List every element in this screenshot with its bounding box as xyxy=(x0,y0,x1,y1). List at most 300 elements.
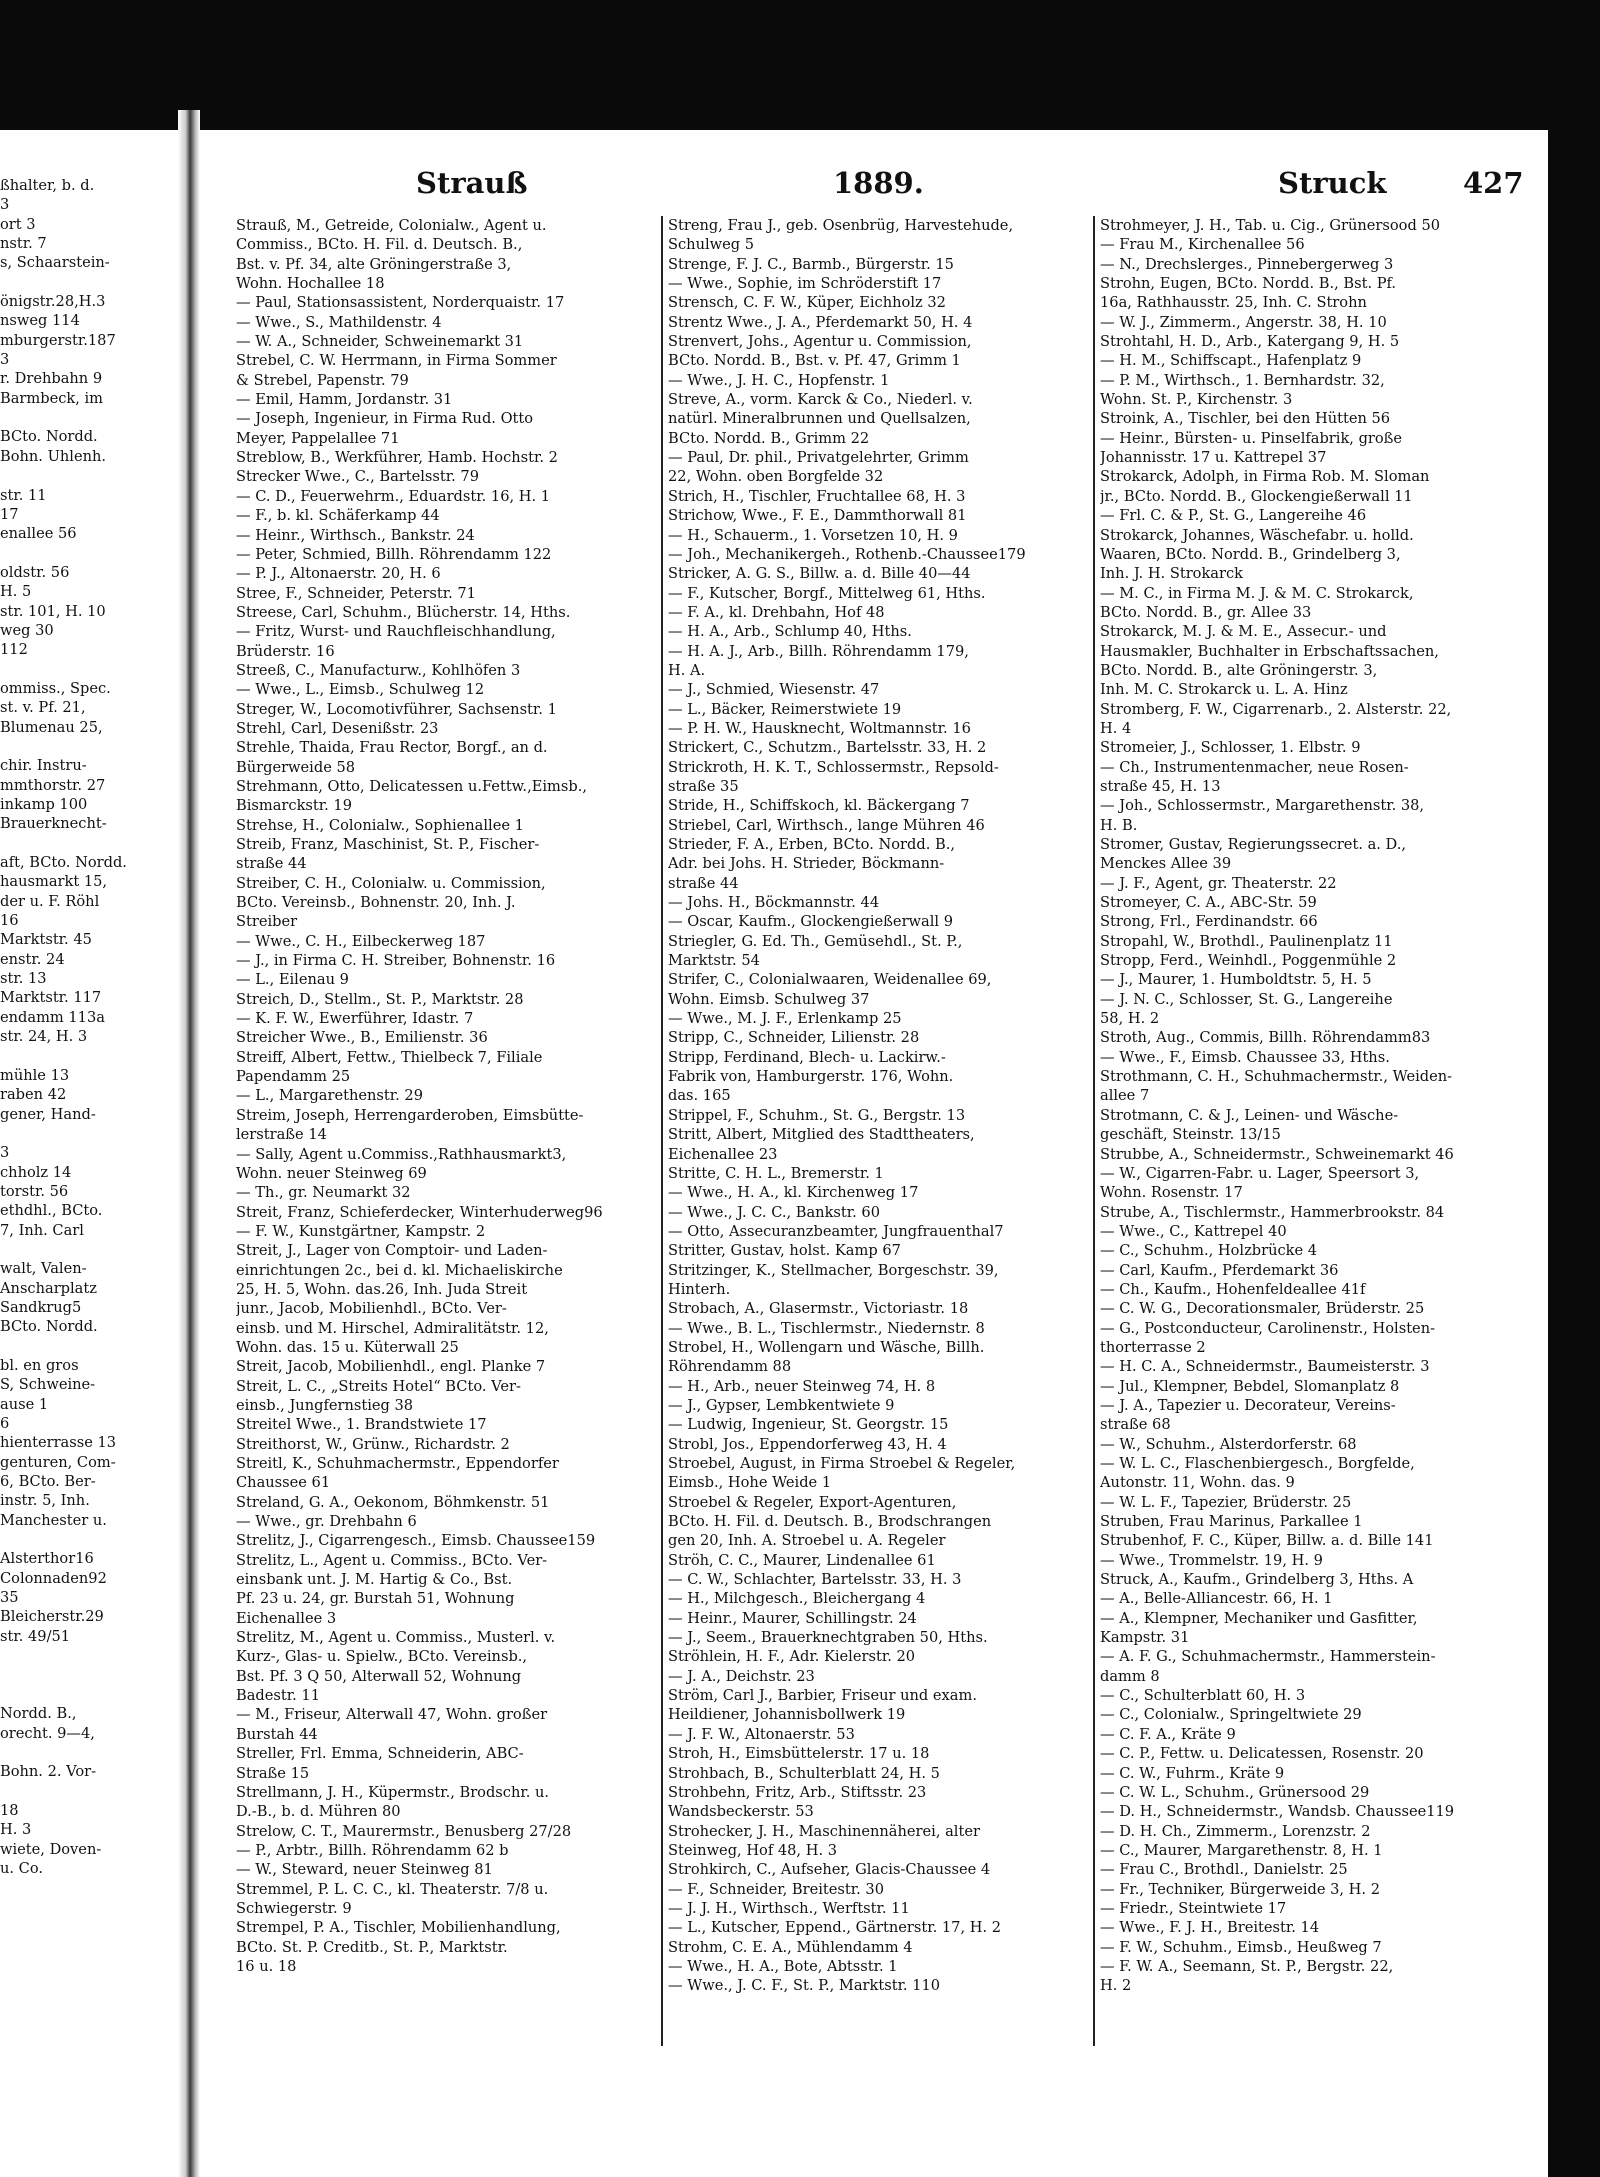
directory-entry-line: Streblow, B., Werkführer, Hamb. Hochstr. 2 xyxy=(236,449,558,467)
directory-entry-line: Strokarck, M. J. & M. E., Assecur.- und xyxy=(1100,623,1387,641)
directory-entry-line: Stropp, Ferd., Weinhdl., Poggenmühle 2 xyxy=(1100,952,1397,970)
directory-entry-line: — Wwe., Sophie, im Schröderstift 17 xyxy=(668,275,942,293)
directory-entry-line: 58, H. 2 xyxy=(1100,1010,1160,1028)
directory-entry-line: Badestr. 11 xyxy=(236,1687,320,1705)
directory-entry-line: Streicher Wwe., B., Emilienstr. 36 xyxy=(236,1029,488,1047)
facing-page-line: ort 3 xyxy=(0,215,36,233)
facing-page-line: Nordd. B., xyxy=(0,1705,77,1723)
directory-entry-line: — Jul., Klempner, Bebdel, Slomanplatz 8 xyxy=(1100,1377,1400,1395)
directory-entry-line: Eichenallee 3 xyxy=(236,1609,337,1627)
directory-entry-line: — Fritz, Wurst- und Rauchfleischhandlung, xyxy=(236,623,556,641)
facing-page-line: Blumenau 25, xyxy=(0,718,103,736)
directory-entry-line: — C., Maurer, Margarethenstr. 8, H. 1 xyxy=(1100,1841,1383,1859)
directory-entry-line: Wohn. Rosenstr. 17 xyxy=(1100,1184,1243,1202)
facing-page-line: Bohn. 2. Vor- xyxy=(0,1763,97,1781)
facing-page-line: Marktstr. 117 xyxy=(0,989,102,1007)
facing-page-line: 18 xyxy=(0,1801,19,1819)
directory-entry-line: — Otto, Assecuranzbeamter, Jungfrauenthal7 xyxy=(668,1222,1004,1240)
directory-entry-line: Streger, W., Locomotivführer, Sachsenstr. 1 xyxy=(236,700,557,718)
directory-entry-line: einsbank unt. J. M. Hartig & Co., Bst. xyxy=(236,1571,513,1589)
directory-entry-line: — J. F., Agent, gr. Theaterstr. 22 xyxy=(1100,874,1337,892)
directory-entry-line: Stride, H., Schiffskoch, kl. Bäckergang 7 xyxy=(668,797,970,815)
directory-entry-line: Eimsb., Hohe Weide 1 xyxy=(668,1474,832,1492)
directory-entry-line: straße 68 xyxy=(1100,1416,1171,1434)
directory-entry-line: Strellmann, J. H., Küpermstr., Brodschr. u. xyxy=(236,1783,550,1801)
directory-entry-line: Strohbehn, Fritz, Arb., Stiftsstr. 23 xyxy=(668,1783,927,1801)
column-rule xyxy=(661,216,663,2046)
directory-entry-line: Streiber xyxy=(236,913,298,931)
facing-page-line: Alsterthor16 xyxy=(0,1550,94,1568)
facing-page-line: str. 101, H. 10 xyxy=(0,602,106,620)
facing-page-line xyxy=(0,660,178,679)
directory-entry-line: — J. A., Tapezier u. Decorateur, Vereins- xyxy=(1100,1396,1396,1414)
column-rule xyxy=(1093,216,1095,2046)
directory-entry-line: — Ch., Instrumentenmacher, neue Rosen- xyxy=(1100,758,1409,776)
directory-entry-line: — C. P., Fettw. u. Delicatessen, Rosenstr. 20 xyxy=(1100,1745,1424,1763)
facing-page-line: önigstr.28,H.3 xyxy=(0,293,106,311)
facing-page-line: Marktstr. 45 xyxy=(0,931,92,949)
directory-entry-line: Pf. 23 u. 24, gr. Burstah 51, Wohnung xyxy=(236,1590,515,1608)
facing-page-line: 35 xyxy=(0,1589,19,1607)
directory-entry-line: — A., Belle-Alliancestr. 66, H. 1 xyxy=(1100,1590,1333,1608)
directory-entry-line: das. 165 xyxy=(668,1087,731,1105)
directory-entry-line: Strickert, C., Schutzm., Bartelsstr. 33, H. 2 xyxy=(668,739,987,757)
directory-entry-line: straße 35 xyxy=(668,777,739,795)
directory-entry-line: — Johs. H., Böckmannstr. 44 xyxy=(668,894,880,912)
directory-entry-line: — Wwe., S., Mathildenstr. 4 xyxy=(236,313,442,331)
directory-entry-line: Stroink, A., Tischler, bei den Hütten 56 xyxy=(1100,410,1391,428)
directory-entry-line: einsb. und M. Hirschel, Admiralitätstr. 12, xyxy=(236,1319,549,1337)
facing-page-line: nsweg 114 xyxy=(0,312,80,330)
column-2 xyxy=(668,216,1088,1996)
directory-entry-line: Struben, Frau Marinus, Parkallee 1 xyxy=(1100,1513,1363,1531)
directory-entry-line: — W., Cigarren-Fabr. u. Lager, Speersort 3, xyxy=(1100,1164,1420,1182)
directory-entry-line: — Ludwig, Ingenieur, St. Georgstr. 15 xyxy=(668,1416,949,1434)
facing-page-line: walt, Valen- xyxy=(0,1260,87,1278)
facing-page-line: mburgerstr.187 xyxy=(0,331,116,349)
directory-entry-line: — Ch., Kaufm., Hohenfeldeallee 41f xyxy=(1100,1280,1366,1298)
directory-entry-line: Strifer, C., Colonialwaaren, Weidenallee 69, xyxy=(668,971,992,989)
facing-page-line xyxy=(0,834,178,853)
facing-page-line: oldstr. 56 xyxy=(0,563,70,581)
directory-entry-line: — C. W. L., Schuhm., Grünersood 29 xyxy=(1100,1783,1370,1801)
directory-entry-line: — L., Margarethenstr. 29 xyxy=(236,1087,423,1105)
scan-top-border xyxy=(0,0,1600,130)
directory-entry-line: Streng, Frau J., geb. Osenbrüg, Harvestehude, xyxy=(668,217,1014,234)
directory-entry-line: Stritt, Albert, Mitglied des Stadttheaters, xyxy=(668,1126,975,1144)
directory-entry-line: Bst. v. Pf. 34, alte Gröningerstraße 3, xyxy=(236,255,512,273)
directory-entry-line: Strecker Wwe., C., Bartelsstr. 79 xyxy=(236,468,479,486)
directory-entry-line: — Wwe., J. C. F., St. P., Marktstr. 110 xyxy=(668,1977,941,1995)
directory-entry-line: Bürgerweide 58 xyxy=(236,758,356,776)
directory-entry-line: & Strebel, Papenstr. 79 xyxy=(236,371,409,389)
directory-entry-line: — Friedr., Steintwiete 17 xyxy=(1100,1899,1287,1917)
directory-entry-line: — Wwe., Trommelstr. 19, H. 9 xyxy=(1100,1551,1323,1569)
directory-entry-line: Strube, A., Tischlermstr., Hammerbrookstr. 84 xyxy=(1100,1203,1445,1221)
header-year: 1889. xyxy=(833,166,924,200)
directory-entry-line: — A. F. G., Schuhmachermstr., Hammerstein- xyxy=(1100,1648,1436,1666)
directory-entry-line: Heildiener, Johannisbollwerk 19 xyxy=(668,1706,906,1724)
facing-page-line: ethdhl., BCto. xyxy=(0,1202,103,1220)
directory-entry-line: straße 45, H. 13 xyxy=(1100,777,1221,795)
facing-page-line xyxy=(0,1240,178,1259)
directory-entry-line: Menckes Allee 39 xyxy=(1100,855,1232,873)
directory-entry-line: — H. C. A., Schneidermstr., Baumeisterstr. 3 xyxy=(1100,1358,1430,1376)
facing-page-line: Bleicherstr.29 xyxy=(0,1608,104,1626)
directory-entry-line: Streiff, Albert, Fettw., Thielbeck 7, Filiale xyxy=(236,1048,543,1066)
directory-entry-line: Strempel, P. A., Tischler, Mobilienhandlung, xyxy=(236,1919,561,1937)
directory-entry-line: — M., Friseur, Alterwall 47, Wohn. großer xyxy=(236,1706,548,1724)
directory-entry-line: — J. A., Deichstr. 23 xyxy=(668,1667,815,1685)
facing-page-line: BCto. Nordd. xyxy=(0,1318,98,1336)
facing-page-line: hausmarkt 15, xyxy=(0,873,108,891)
directory-entry-line: Streeß, C., Manufacturw., Kohlhöfen 3 xyxy=(236,661,521,679)
facing-page-line xyxy=(0,1782,178,1801)
directory-entry-line: H. 2 xyxy=(1100,1977,1132,1995)
directory-entry-line: Bismarckstr. 19 xyxy=(236,797,352,815)
directory-entry-line: — L., Bäcker, Reimerstwiete 19 xyxy=(668,700,902,718)
directory-entry-line: — Wwe., gr. Drehbahn 6 xyxy=(236,1513,417,1531)
directory-entry-line: 16 u. 18 xyxy=(236,1957,297,1975)
directory-entry-line: Striegler, G. Ed. Th., Gemüsehdl., St. P., xyxy=(668,932,963,950)
directory-entry-line: Hausmakler, Buchhalter in Erbschaftssachen, xyxy=(1100,642,1439,660)
directory-entry-line: 25, H. 5, Wohn. das.26, Inh. Juda Streit xyxy=(236,1280,528,1298)
directory-entry-line: BCto. Nordd. B., Grimm 22 xyxy=(668,429,870,447)
facing-page-line: H. 5 xyxy=(0,583,32,601)
facing-page-line: der u. F. Röhl xyxy=(0,892,100,910)
directory-entry-line: Wohn. das. 15 u. Küterwall 25 xyxy=(236,1338,459,1356)
facing-page-line: 3 xyxy=(0,196,10,214)
directory-entry-line: — C. W. G., Decorationsmaler, Brüderstr. 25 xyxy=(1100,1300,1425,1318)
facing-page-line: Barmbeck, im xyxy=(0,389,104,407)
directory-entry-line: H. A. xyxy=(668,661,706,679)
directory-entry-line: — Wwe., J. H. C., Hopfenstr. 1 xyxy=(668,371,890,389)
directory-entry-line: 16a, Rathhausstr. 25, Inh. C. Strohn xyxy=(1100,294,1367,312)
directory-entry-line: Strelitz, M., Agent u. Commiss., Musterl. v. xyxy=(236,1629,556,1647)
facing-page-text xyxy=(0,130,178,1878)
directory-entry-line: Stroebel, August, in Firma Stroebel & Regeler, xyxy=(668,1455,1016,1472)
facing-page-line: ßhalter, b. d. xyxy=(0,177,95,194)
directory-entry-line: — C., Schuhm., Holzbrücke 4 xyxy=(1100,1242,1318,1260)
directory-entry-line: einsb., Jungfernstieg 38 xyxy=(236,1396,414,1414)
directory-entry-line: — Wwe., C., Kattrepel 40 xyxy=(1100,1222,1287,1240)
directory-entry-line: Streland, G. A., Oekonom, Böhmkenstr. 51 xyxy=(236,1493,550,1511)
facing-page-line xyxy=(0,1337,178,1356)
directory-entry-line: — L., Kutscher, Eppend., Gärtnerstr. 17, H. 2 xyxy=(668,1919,1002,1937)
directory-entry-line: Adr. bei Johs. H. Strieder, Böckmann- xyxy=(668,855,945,873)
directory-entry-line: Strohn, Eugen, BCto. Nordd. B., Bst. Pf. xyxy=(1100,275,1397,293)
directory-entry-line: Inh. M. C. Strokarck u. L. A. Hinz xyxy=(1100,681,1348,699)
facing-page-line: hienterrasse 13 xyxy=(0,1434,117,1452)
facing-page-line: enstr. 24 xyxy=(0,950,65,968)
directory-entry-line: — P. H. W., Hausknecht, Woltmannstr. 16 xyxy=(668,719,971,737)
directory-entry-line: — C. W., Schlachter, Bartelsstr. 33, H. 3 xyxy=(668,1571,962,1589)
scan-right-border xyxy=(1548,0,1600,2177)
directory-entry-line: — Peter, Schmied, Billh. Röhrendamm 122 xyxy=(236,545,552,563)
directory-entry-line: Schwiegerstr. 9 xyxy=(236,1899,352,1917)
directory-entry-line: Waaren, BCto. Nordd. B., Grindelberg 3, xyxy=(1100,545,1401,563)
directory-entry-line: natürl. Mineralbrunnen und Quellsalzen, xyxy=(668,410,971,428)
facing-page-line xyxy=(0,1685,178,1704)
directory-entry-line: Strehl, Carl, Desenißstr. 23 xyxy=(236,719,439,737)
page-number: 427 xyxy=(1463,166,1524,200)
directory-entry-line: — Paul, Dr. phil., Privatgelehrter, Grimm xyxy=(668,449,969,467)
directory-entry-line: Röhrendamm 88 xyxy=(668,1358,792,1376)
directory-entry-line: Straße 15 xyxy=(236,1764,310,1782)
directory-entry-line: Streit, Jacob, Mobilienhdl., engl. Planke 7 xyxy=(236,1358,546,1376)
directory-entry-line: Streve, A., vorm. Karck & Co., Niederl. v. xyxy=(668,391,973,409)
directory-entry-line: Striebel, Carl, Wirthsch., lange Mühren 46 xyxy=(668,816,985,834)
facing-page-line: str. 11 xyxy=(0,486,47,504)
directory-entry-line: Streller, Frl. Emma, Schneiderin, ABC- xyxy=(236,1745,524,1763)
facing-page-line: r. Drehbahn 9 xyxy=(0,370,103,388)
directory-entry-line: Stromeier, J., Schlosser, 1. Elbstr. 9 xyxy=(1100,739,1361,757)
facing-page-line: str. 13 xyxy=(0,970,47,988)
facing-page-line: 3 xyxy=(0,351,10,369)
facing-page-line: Anscharplatz xyxy=(0,1279,97,1297)
facing-page-line: aft, BCto. Nordd. xyxy=(0,854,127,872)
facing-page-line: 6 xyxy=(0,1415,10,1432)
facing-page-line xyxy=(0,466,178,485)
directory-entry-line: Strohtahl, H. D., Arb., Katergang 9, H. 5 xyxy=(1100,333,1400,351)
facing-page-line: 6, BCto. Ber- xyxy=(0,1473,96,1491)
directory-entry-line: — W. J., Zimmerm., Angerstr. 38, H. 10 xyxy=(1100,313,1387,331)
facing-page-line: wiete, Doven- xyxy=(0,1840,102,1858)
directory-entry-line: Strelow, C. T., Maurermstr., Benusberg 27/28 xyxy=(236,1822,572,1840)
directory-entry-line: damm 8 xyxy=(1100,1667,1160,1685)
directory-entry-line: Steinweg, Hof 48, H. 3 xyxy=(668,1841,838,1859)
directory-entry-line: — F. A., kl. Drehbahn, Hof 48 xyxy=(668,603,885,621)
facing-page-line: Manchester u. xyxy=(0,1511,107,1529)
directory-entry-line: — L., Eilenau 9 xyxy=(236,971,349,989)
directory-entry-line: — Fr., Techniker, Bürgerweide 3, H. 2 xyxy=(1100,1880,1380,1898)
facing-page-line: 112 xyxy=(0,641,28,659)
directory-entry-line: Strehmann, Otto, Delicatessen u.Fettw.,Eimsb., xyxy=(236,777,587,795)
directory-entry-line: Strelitz, J., Cigarrengesch., Eimsb. Chaussee159 xyxy=(236,1532,596,1550)
directory-entry-line: Streitel Wwe., 1. Brandstwiete 17 xyxy=(236,1416,487,1434)
directory-entry-line: D.-B., b. d. Mühren 80 xyxy=(236,1803,401,1821)
facing-page-line: u. Co. xyxy=(0,1859,44,1877)
directory-entry-line: Streib, Franz, Maschinist, St. P., Fischer- xyxy=(236,836,540,853)
facing-page-line xyxy=(0,1646,178,1665)
directory-entry-line: lerstraße 14 xyxy=(236,1126,327,1144)
directory-entry-line: Stromeyer, C. A., ABC-Str. 59 xyxy=(1100,894,1317,912)
facing-page-line: ommiss., Spec. xyxy=(0,679,111,697)
directory-entry-line: — C. D., Feuerwehrm., Eduardstr. 16, H. 1 xyxy=(236,487,551,505)
directory-entry-line: Strohecker, J. H., Maschinennäherei, alter xyxy=(668,1822,980,1840)
directory-entry-line: einrichtungen 2c., bei d. kl. Michaeliskirche xyxy=(236,1261,563,1279)
header-first-entry: Strauß xyxy=(416,166,528,200)
directory-entry-line: — Wwe., H. A., Bote, Abtsstr. 1 xyxy=(668,1957,898,1975)
directory-entry-line: Stremmel, P. L. C. C., kl. Theaterstr. 7/8 u. xyxy=(236,1880,549,1898)
directory-entry-line: — J., in Firma C. H. Streiber, Bohnenstr. 16 xyxy=(236,952,556,970)
directory-entry-line: Stripp, C., Schneider, Lilienstr. 28 xyxy=(668,1029,920,1047)
facing-page-line: chir. Instru- xyxy=(0,757,87,775)
directory-entry-line: Strobel, H., Wollengarn und Wäsche, Billh. xyxy=(668,1338,985,1356)
directory-entry-line: Streese, Carl, Schuhm., Blücherstr. 14, Hths. xyxy=(236,603,571,621)
facing-page-line: inkamp 100 xyxy=(0,796,88,813)
directory-entry-line: jr., BCto. Nordd. B., Glockengießerwall 11 xyxy=(1100,487,1413,505)
facing-page-line: str. 24, H. 3 xyxy=(0,1028,88,1046)
directory-entry-line: 22, Wohn. oben Borgfelde 32 xyxy=(668,468,884,486)
directory-entry-line: Inh. J. H. Strokarck xyxy=(1100,565,1244,583)
facing-page-line xyxy=(0,544,178,563)
directory-entry-line: BCto. Nordd. B., alte Gröningerstr. 3, xyxy=(1100,661,1378,679)
directory-entry-line: Streich, D., Stellm., St. P., Marktstr. 28 xyxy=(236,990,524,1008)
directory-entry-line: Strensch, C. F. W., Küper, Eichholz 32 xyxy=(668,294,946,312)
directory-entry-line: — Th., gr. Neumarkt 32 xyxy=(236,1184,411,1202)
directory-entry-line: Burstah 44 xyxy=(236,1725,318,1743)
directory-entry-line: Strichow, Wwe., F. E., Dammthorwall 81 xyxy=(668,507,967,525)
directory-entry-line: — Paul, Stationsassistent, Norderquaistr. 17 xyxy=(236,294,565,312)
facing-page-line: raben 42 xyxy=(0,1086,67,1104)
directory-entry-line: Streitl, K., Schuhmachermstr., Eppendorfer xyxy=(236,1455,559,1472)
header-last-entry: Struck xyxy=(1278,166,1387,200)
directory-entry-line: — J., Seem., Brauerknechtgraben 50, Hths. xyxy=(668,1629,988,1647)
directory-entry-line: Streiber, C. H., Colonialw. u. Commission, xyxy=(236,874,546,892)
directory-entry-line: Wohn. Hochallee 18 xyxy=(236,275,385,293)
facing-page-line xyxy=(0,737,178,756)
facing-page-line: H. 3 xyxy=(0,1821,32,1839)
directory-entry-line: — Heinr., Maurer, Schillingstr. 24 xyxy=(668,1609,917,1627)
directory-entry-line: — P. M., Wirthsch., 1. Bernhardstr. 32, xyxy=(1100,371,1385,389)
directory-entry-line: Strothmann, C. H., Schuhmachermstr., Weiden- xyxy=(1100,1068,1453,1086)
facing-page-line xyxy=(0,408,178,427)
directory-entry-line: — Joh., Mechanikergeh., Rothenb.-Chaussee179 xyxy=(668,545,1026,563)
facing-page-line: mmthorstr. 27 xyxy=(0,776,106,794)
directory-entry-line: — K. F. W., Ewerführer, Idastr. 7 xyxy=(236,1010,474,1028)
directory-entry-line: — Emil, Hamm, Jordanstr. 31 xyxy=(236,391,453,409)
facing-page-line: chholz 14 xyxy=(0,1163,72,1181)
directory-entry-line: BCto. Vereinsb., Bohnenstr. 20, Inh. J. xyxy=(236,894,516,912)
directory-entry-line: Marktstr. 54 xyxy=(668,952,760,970)
directory-entry-line: — Wwe., L., Eimsb., Schulweg 12 xyxy=(236,681,485,699)
facing-page-line: orecht. 9—4, xyxy=(0,1724,95,1742)
directory-entry-line: Strippel, F., Schuhm., St. G., Bergstr. 13 xyxy=(668,1106,966,1124)
directory-entry-line: Bst. Pf. 3 Q 50, Alterwall 52, Wohnung xyxy=(236,1667,522,1685)
directory-entry-line: — J. F. W., Altonaerstr. 53 xyxy=(668,1725,855,1743)
directory-entry-line: — F. W., Kunstgärtner, Kampstr. 2 xyxy=(236,1222,486,1240)
directory-entry-line: Autonstr. 11, Wohn. das. 9 xyxy=(1100,1474,1295,1492)
directory-entry-line: Hinterh. xyxy=(668,1280,731,1298)
directory-entry-line: Brüderstr. 16 xyxy=(236,642,335,660)
directory-entry-line: Schulweg 5 xyxy=(668,236,755,254)
directory-entry-line: Strehle, Thaida, Frau Rector, Borgf., an d. xyxy=(236,739,548,757)
facing-page-line xyxy=(0,1530,178,1549)
directory-entry-line: junr., Jacob, Mobilienhdl., BCto. Ver- xyxy=(236,1300,507,1318)
directory-entry-line: — J., Gypser, Lembkentwiete 9 xyxy=(668,1396,895,1414)
directory-entry-line: Strenvert, Johs., Agentur u. Commission, xyxy=(668,333,972,351)
directory-entry-line: Strieder, F. A., Erben, BCto. Nordd. B., xyxy=(668,836,955,853)
directory-entry-line: BCto. Nordd. B., Bst. v. Pf. 47, Grimm 1 xyxy=(668,352,961,370)
directory-entry-line: — Frau M., Kirchenallee 56 xyxy=(1100,236,1305,254)
directory-entry-line: — Wwe., C. H., Eilbeckerweg 187 xyxy=(236,932,486,950)
directory-entry-line: H. 4 xyxy=(1100,719,1132,737)
directory-entry-line: — F. W., Schuhm., Eimsb., Heußweg 7 xyxy=(1100,1938,1382,1956)
facing-page-line: Brauerknecht- xyxy=(0,815,107,833)
directory-entry-line: — Wwe., F., Eimsb. Chaussee 33, Hths. xyxy=(1100,1048,1390,1066)
directory-entry-line: Chaussee 61 xyxy=(236,1474,331,1492)
directory-entry-line: — J., Schmied, Wiesenstr. 47 xyxy=(668,681,880,699)
directory-entry-line: Ströh, C. C., Maurer, Lindenallee 61 xyxy=(668,1551,936,1569)
directory-entry-line: — J. J. H., Wirthsch., Werftstr. 11 xyxy=(668,1899,910,1917)
directory-entry-line: — Wwe., B. L., Tischlermstr., Niedernstr. 8 xyxy=(668,1319,985,1337)
directory-entry-line: — Frau C., Brothdl., Danielstr. 25 xyxy=(1100,1861,1348,1879)
directory-entry-line: Johannisstr. 17 u. Kattrepel 37 xyxy=(1100,449,1327,467)
facing-page-line: str. 49/51 xyxy=(0,1627,71,1645)
directory-entry-line: — H., Arb., neuer Steinweg 74, H. 8 xyxy=(668,1377,936,1395)
book-gutter xyxy=(178,110,200,2177)
directory-entry-line: Strubbe, A., Schneidermstr., Schweinemarkt 46 xyxy=(1100,1145,1454,1163)
facing-page-line: 16 xyxy=(0,912,19,930)
directory-entry-line: Ströhlein, H. F., Adr. Kielerstr. 20 xyxy=(668,1648,916,1666)
directory-entry-line: — F., Schneider, Breitestr. 30 xyxy=(668,1880,884,1898)
directory-entry-line: straße 44 xyxy=(668,874,739,892)
facing-page-line: Sandkrug5 xyxy=(0,1298,82,1316)
directory-entry-line: Strickroth, H. K. T., Schlossermstr., Repsold- xyxy=(668,758,999,776)
column-1 xyxy=(236,216,656,1976)
directory-entry-line: Streit, J., Lager von Comptoir- und Laden- xyxy=(236,1242,548,1260)
directory-entry-line: — Wwe., H. A., kl. Kirchenweg 17 xyxy=(668,1184,919,1202)
directory-entry-line: Strohkirch, C., Aufseher, Glacis-Chaussee 4 xyxy=(668,1861,991,1879)
facing-page-line xyxy=(0,273,178,292)
facing-page-line: genturen, Com- xyxy=(0,1453,116,1471)
directory-entry-line: — Wwe., M. J. F., Erlenkamp 25 xyxy=(668,1010,902,1028)
directory-entry-line: Strokarck, Johannes, Wäschefabr. u. holld. xyxy=(1100,526,1414,544)
facing-page-line: Bohn. Uhlenh. xyxy=(0,447,107,465)
directory-entry-line: — Joseph, Ingenieur, in Firma Rud. Otto xyxy=(236,410,534,428)
directory-entry-line: — Wwe., J. C. C., Bankstr. 60 xyxy=(668,1203,880,1221)
directory-entry-line: Kurz-, Glas- u. Spielw., BCto. Vereinsb., xyxy=(236,1648,528,1666)
directory-entry-line: — H. A. J., Arb., Billh. Röhrendamm 179, xyxy=(668,642,969,660)
page-header xyxy=(236,160,1524,216)
directory-entry-line: — Oscar, Kaufm., Glockengießerwall 9 xyxy=(668,913,953,931)
directory-entry-line: — N., Drechslerges., Pinnebergerweg 3 xyxy=(1100,255,1394,273)
directory-entry-line: BCto. H. Fil. d. Deutsch. B., Brodschrangen xyxy=(668,1513,992,1531)
column-3 xyxy=(1100,216,1520,1996)
facing-page-line: 3 xyxy=(0,1144,10,1162)
facing-page-line xyxy=(0,1046,178,1065)
directory-entry-line: Commiss., BCto. H. Fil. d. Deutsch. B., xyxy=(236,236,523,254)
facing-page-line: bl. en gros xyxy=(0,1356,79,1374)
directory-entry-line: — Joh., Schlossermstr., Margarethenstr. 38, xyxy=(1100,797,1425,815)
directory-entry-line: — Frl. C. & P., St. G., Langereihe 46 xyxy=(1100,507,1367,525)
directory-entry-line: — C., Schulterblatt 60, H. 3 xyxy=(1100,1687,1306,1705)
directory-entry-line: — Wwe., F. J. H., Breitestr. 14 xyxy=(1100,1919,1320,1937)
directory-entry-line: — P., Arbtr., Billh. Röhrendamm 62 b xyxy=(236,1841,509,1859)
directory-entry-line: Stritte, C. H. L., Bremerstr. 1 xyxy=(668,1164,884,1182)
directory-entry-line: Strich, H., Tischler, Fruchtallee 68, H. 3 xyxy=(668,487,966,505)
directory-entry-line: straße 44 xyxy=(236,855,307,873)
directory-entry-line: — C. W., Fuhrm., Kräte 9 xyxy=(1100,1764,1285,1782)
directory-entry-line: Wohn. neuer Steinweg 69 xyxy=(236,1164,427,1182)
directory-entry-line: Stritter, Gustav, holst. Kamp 67 xyxy=(668,1242,901,1260)
directory-entry-line: allee 7 xyxy=(1100,1087,1150,1105)
facing-page-line xyxy=(0,1743,178,1762)
facing-page-line: 7, Inh. Carl xyxy=(0,1221,84,1239)
directory-entry-line: Stree, F., Schneider, Peterstr. 71 xyxy=(236,584,476,602)
directory-entry-line: — Carl, Kaufm., Pferdemarkt 36 xyxy=(1100,1261,1339,1279)
facing-page-line xyxy=(0,1124,178,1143)
directory-entry-line: Wohn. St. P., Kirchenstr. 3 xyxy=(1100,391,1293,409)
facing-page-line: ause 1 xyxy=(0,1395,49,1413)
directory-entry-line: Stroebel & Regeler, Export-Agenturen, xyxy=(668,1493,957,1511)
facing-page-line: endamm 113a xyxy=(0,1008,105,1026)
directory-entry-line: Stritzinger, K., Stellmacher, Borgeschstr. 39, xyxy=(668,1261,999,1279)
directory-entry-line: — J., Maurer, 1. Humboldtstr. 5, H. 5 xyxy=(1100,971,1372,989)
facing-page-line: gener, Hand- xyxy=(0,1105,96,1123)
directory-entry-line: — W., Schuhm., Alsterdorferstr. 68 xyxy=(1100,1435,1357,1453)
